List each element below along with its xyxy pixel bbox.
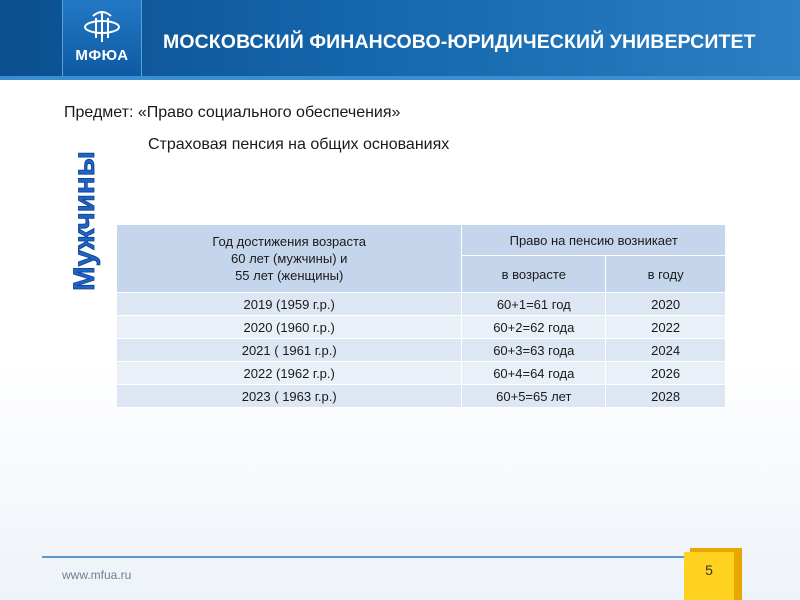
cell-age: 60+2=62 года <box>462 316 606 339</box>
university-title: МОСКОВСКИЙ ФИНАНСОВО-ЮРИДИЧЕСКИЙ УНИВЕРСИТЕТ <box>163 31 756 53</box>
vertical-label-men <box>64 148 102 292</box>
cell-age: 60+1=61 год <box>462 293 606 316</box>
slide-subtitle: Страховая пенсия на общих основаниях <box>148 136 450 153</box>
table-row <box>117 339 726 362</box>
cell-year-reached: 2022 (1962 г.р.) <box>117 362 462 385</box>
cell-year-reached: 2019 (1959 г.р.) <box>117 293 462 316</box>
header-year: в году <box>606 256 726 293</box>
cell-pension-year: 2026 <box>606 362 726 385</box>
university-emblem-icon <box>83 10 121 44</box>
cell-pension-year: 2020 <box>606 293 726 316</box>
footer-divider <box>42 556 690 558</box>
header-banner <box>0 0 800 76</box>
university-logo[interactable] <box>62 0 142 76</box>
cell-age: 60+4=64 года <box>462 362 606 385</box>
subject-title: Предмет: «Право социального обеспечения» <box>64 104 401 121</box>
table-row <box>117 316 726 339</box>
vertical-label-text: Мужчины <box>68 148 101 291</box>
logo-text: МФЮА <box>75 47 129 64</box>
cell-pension-year: 2024 <box>606 339 726 362</box>
pension-table <box>116 224 726 408</box>
table-row <box>117 293 726 316</box>
cell-age: 60+3=63 года <box>462 339 606 362</box>
page-number-badge <box>684 552 734 600</box>
table-row <box>117 362 726 385</box>
header-stripe <box>0 76 800 80</box>
cell-year-reached: 2023 ( 1963 г.р.) <box>117 385 462 408</box>
header-age: в возрасте <box>462 256 606 293</box>
header-year-reached: Год достижения возраста 60 лет (мужчины) и 55 лет (женщины) <box>117 225 462 293</box>
page-number: 5 <box>705 562 713 578</box>
header-pension-right: Право на пенсию возникает <box>462 225 726 256</box>
table-row <box>117 385 726 408</box>
cell-pension-year: 2022 <box>606 316 726 339</box>
cell-year-reached: 2021 ( 1961 г.р.) <box>117 339 462 362</box>
cell-age: 60+5=65 лет <box>462 385 606 408</box>
footer-url[interactable]: www.mfua.ru <box>62 568 132 582</box>
cell-year-reached: 2020 (1960 г.р.) <box>117 316 462 339</box>
cell-pension-year: 2028 <box>606 385 726 408</box>
